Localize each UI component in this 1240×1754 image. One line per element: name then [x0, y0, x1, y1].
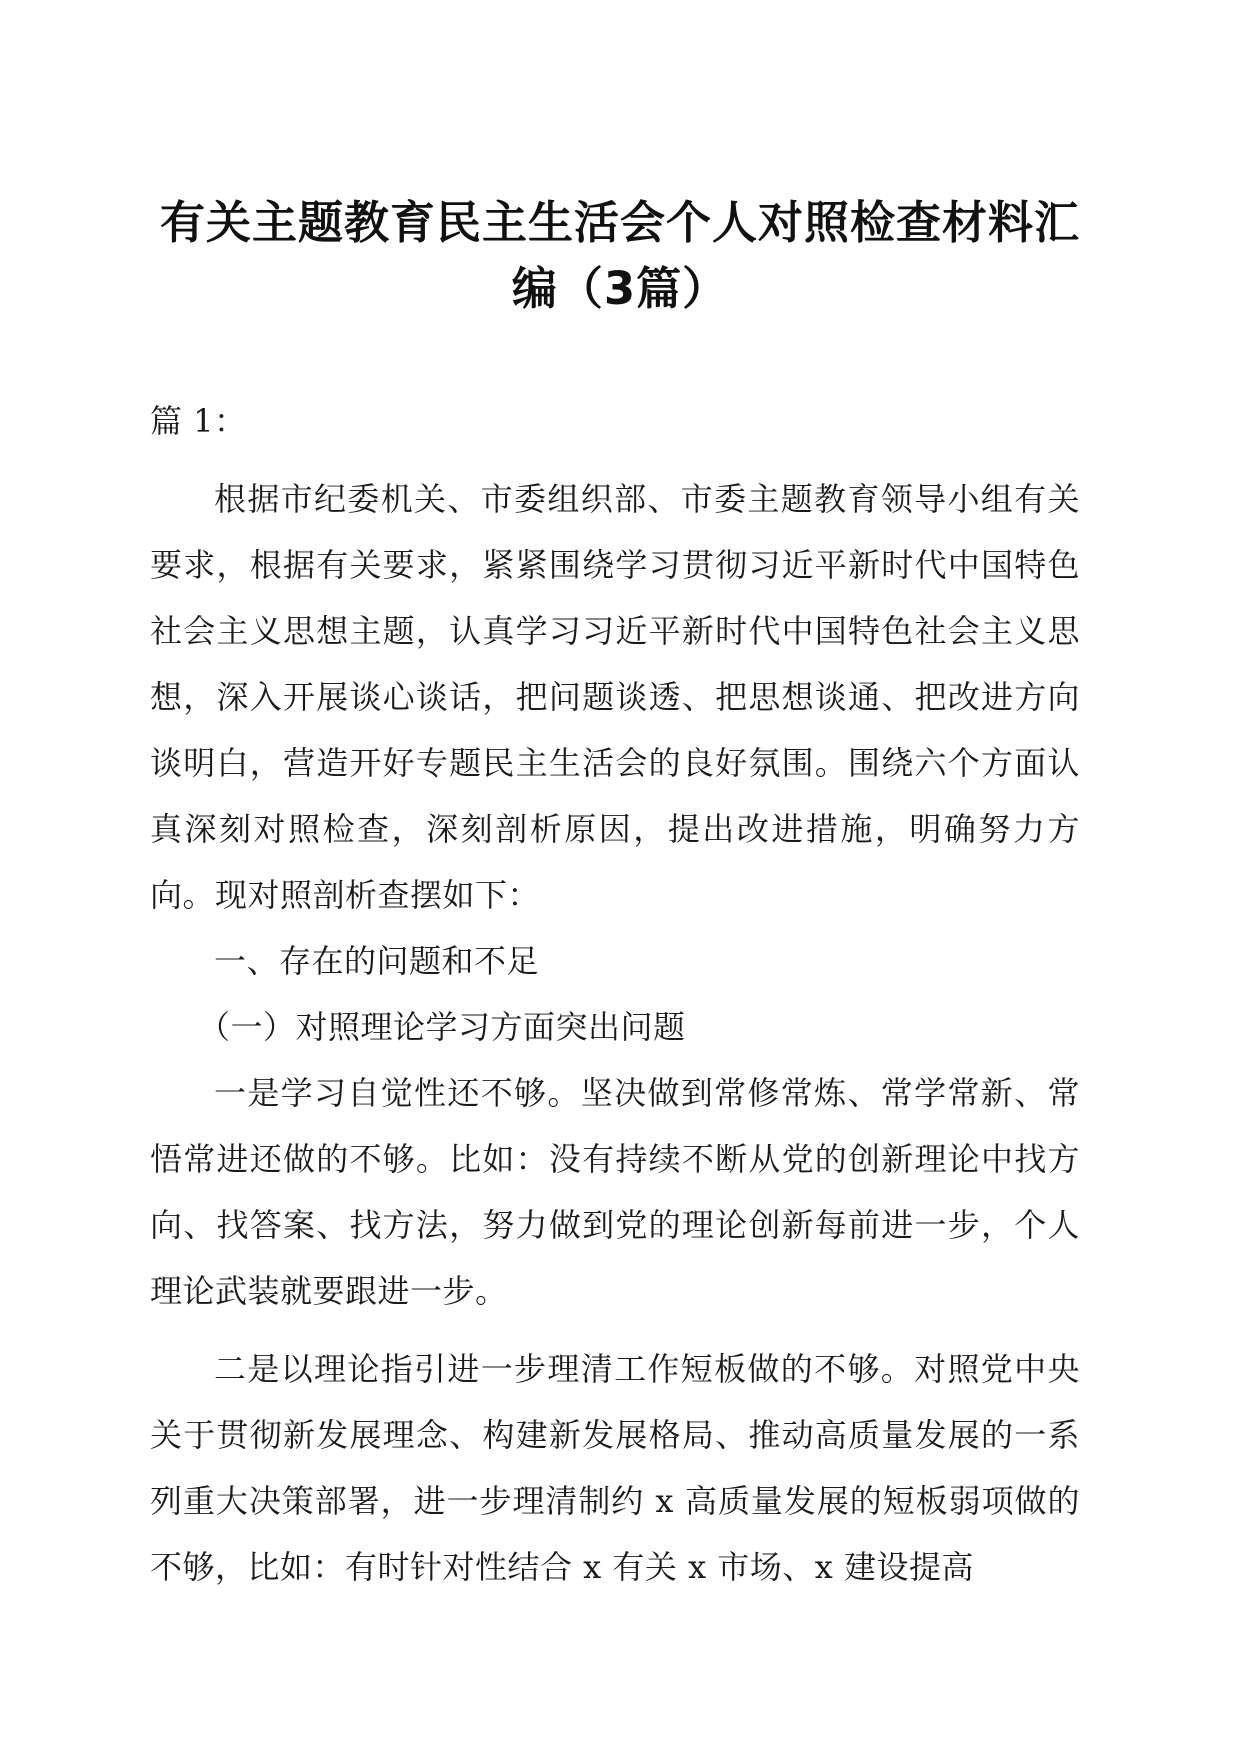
document-body [150, 388, 1080, 1600]
heading-problems: 一、存在的问题和不足 [214, 942, 540, 980]
paragraph-point-one: 一是学习自觉性还不够。坚决做到常修常炼、常学常新、常悟常进还做的不够。比如：没有持续不断从党的创新理论中找方向、找答案、找方法，努力做到党的理论创新每前进一步，个人理论武装就要跟进一步。 [150, 1074, 1080, 1310]
document-title: 有关主题教育民主生活会个人对照检查材料汇编（3篇） [159, 196, 1080, 315]
section-label: 篇 1： [150, 402, 247, 440]
intro-paragraph: 根据市纪委机关、市委组织部、市委主题教育领导小组有关要求，根据有关要求，紧紧围绕学习贯彻习近平新时代中国特色社会主义思想主题，认真学习习近平新时代中国特色社会主义思想，深入开展谈心谈话，把问题谈透、把思想谈通、把改进方向谈明白，营造开好专题民主生活会的良好氛围。围绕六个方面认真深刻对照检查，深刻剖析原因，提出改进措施，明确努力方向。现对照剖析查摆如下： [150, 480, 1080, 914]
heading-theory-study: （一）对照理论学习方面突出问题 [198, 1008, 686, 1046]
paragraph-point-two: 二是以理论指引进一步理清工作短板做的不够。对照党中央关于贯彻新发展理念、构建新发展格局、推动高质量发展的一系列重大决策部署，进一步理清制约 x 高质量发展的短板弱项做的不够，比如：有时针对性结合 x 有关 x 市场、x 建设提高 [150, 1350, 1080, 1586]
